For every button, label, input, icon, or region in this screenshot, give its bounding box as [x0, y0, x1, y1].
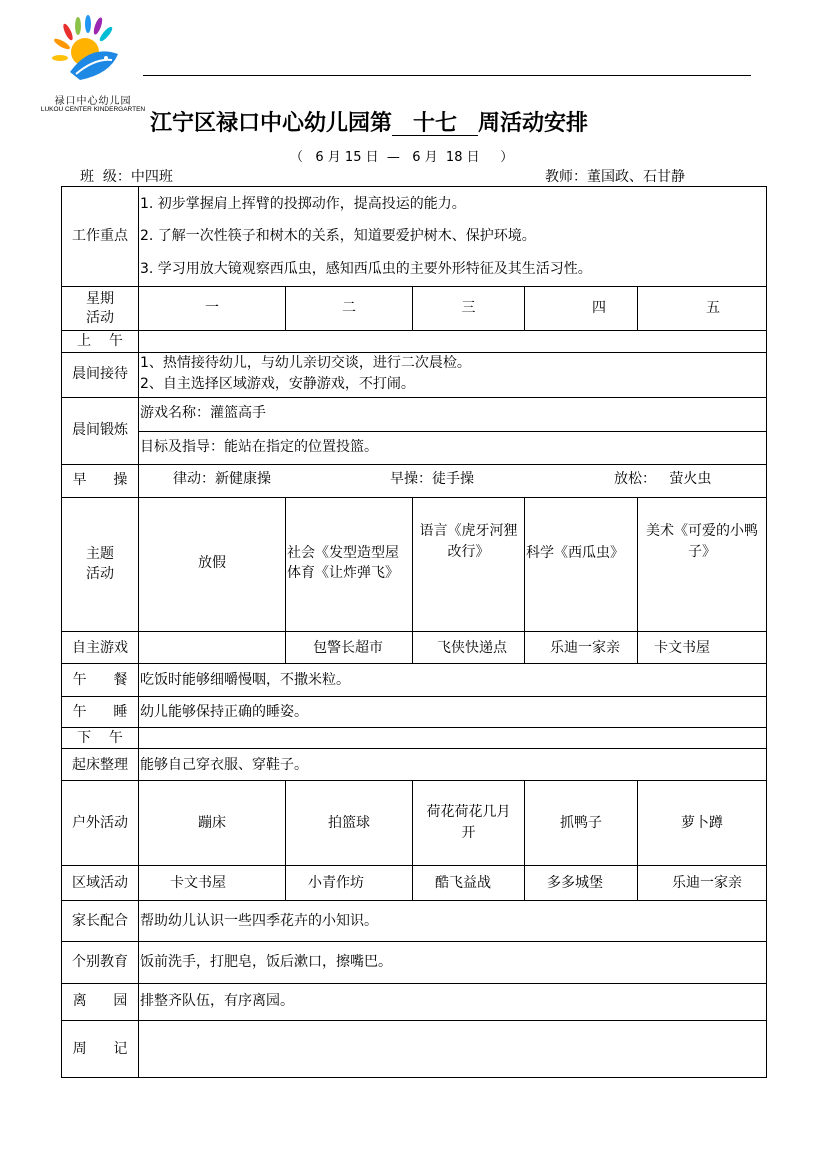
parent-text: 帮助幼儿认识一些四季花卉的小知识。: [140, 913, 378, 929]
outdoor-thu: 抓鸭子: [560, 815, 602, 831]
label-exercise: 晨间锻炼: [72, 422, 128, 438]
nap-text: 幼儿能够保持正确的睡姿。: [140, 704, 308, 720]
exercise-goal: 目标及指导：能站在指定的位置投篮。: [140, 439, 378, 455]
reception-line-2: 2、自主选择区域游戏，安静游戏，不打闹。: [140, 376, 415, 392]
theme-tue-1: 社会《发型造型屋: [287, 545, 399, 561]
label-outdoor: 户外活动: [72, 815, 128, 831]
area-tue: 小青作坊: [308, 875, 364, 891]
page-title: [150, 106, 680, 137]
label-getup: 起床整理: [72, 757, 128, 773]
focus-item-2: 2. 了解一次性筷子和树木的关系，知道要爱护树木、保护环境。: [140, 228, 536, 244]
kindergarten-logo: [40, 14, 146, 114]
focus-item-1: 1. 初步掌握肩上挥臂的投掷动作，提高投运的能力。: [140, 196, 466, 212]
label-notes: 周 记: [72, 1041, 128, 1057]
lunch-text: 吃饭时能够细嚼慢咽，不撒米粒。: [140, 672, 350, 688]
logo-chinese-name: 禄口中心幼儿园: [54, 96, 132, 107]
exercise-game: 游戏名称：灌篮高手: [140, 405, 266, 421]
getup-text: 能够自己穿衣服、穿鞋子。: [140, 757, 308, 773]
label-activity: 活动: [86, 310, 114, 326]
leave-text: 排整齐队伍，有序离园。: [140, 993, 294, 1009]
area-mon: 卡文书屋: [170, 875, 226, 891]
label-theme-activity: 活动: [86, 566, 114, 582]
outdoor-wed-2: 开: [461, 825, 476, 841]
free-fri: 卡文书屋: [654, 640, 710, 656]
label-morning-exercise: 早 操: [72, 472, 128, 488]
label-leave: 离 园: [72, 993, 128, 1009]
outdoor-mon: 蹦床: [198, 815, 226, 831]
label-individual: 个别教育: [72, 954, 128, 970]
label-area: 区域活动: [72, 875, 128, 891]
notes-area[interactable]: [139, 1021, 766, 1077]
theme-mon: 放假: [198, 555, 226, 571]
theme-wed-1: 语言《虎牙河狸: [419, 523, 518, 539]
theme-thu: 科学《西瓜虫》: [526, 545, 624, 561]
outdoor-fri: 萝卜蹲: [681, 815, 723, 831]
day-thu: 四: [592, 300, 606, 316]
reception-line-1: 1、热情接待幼儿，与幼儿亲切交谈，进行二次晨检。: [140, 355, 471, 371]
label-afternoon: 下 午: [77, 730, 123, 746]
label-focus: 工作重点: [72, 228, 128, 244]
rhythm-text: 律动：新健康操: [173, 471, 271, 487]
label-free-play: 自主游戏: [72, 640, 128, 656]
free-wed: 飞侠快递点: [437, 640, 507, 656]
logo-emblem-icon: [40, 14, 146, 94]
label-morning: 上 午: [77, 333, 123, 349]
area-fri: 乐迪一家亲: [672, 875, 742, 891]
focus-item-3: 3. 学习用放大镜观察西瓜虫，感知西瓜虫的主要外形特征及其生活习性。: [140, 261, 592, 277]
day-wed: 三: [461, 300, 476, 316]
area-thu: 多多城堡: [547, 875, 603, 891]
title-prefix: 江宁区禄口中心幼儿园第: [150, 110, 393, 136]
title-suffix: 周活动安排: [478, 110, 589, 136]
free-thu: 乐迪一家亲: [550, 640, 620, 656]
label-lunch: 午 餐: [72, 672, 128, 688]
label-nap: 午 睡: [72, 704, 128, 720]
free-tue: 包警长超市: [313, 640, 383, 656]
theme-fri-1: 美术《可爱的小鸭: [646, 523, 758, 539]
outdoor-wed-1: 荷花荷花几月: [426, 804, 511, 820]
label-parent: 家长配合: [72, 913, 128, 929]
day-mon: 一: [205, 300, 219, 316]
teacher-names: 教师：董国政、石甘静: [545, 169, 685, 185]
header-rule: [143, 75, 751, 76]
day-fri: 五: [706, 300, 720, 316]
label-reception: 晨间接待: [72, 366, 128, 382]
label-theme: 主题: [86, 546, 114, 562]
day-tue: 二: [342, 300, 356, 316]
class-name: 班 级：中四班: [80, 169, 173, 185]
logo-english-name: LUKOU CENTER KINDERGARTEN: [40, 106, 146, 113]
individual-text: 饭前洗手，打肥皂，饭后漱口，擦嘴巴。: [140, 954, 392, 970]
early-exercise-text: 早操：徒手操: [390, 471, 474, 487]
week-number: 十七: [392, 111, 478, 136]
relax-text: 放松： 萤火虫: [614, 471, 712, 487]
theme-tue-2: 体育《让炸弹飞》: [287, 565, 399, 581]
date-range: （ 6 月 15 日 — 6 月 18 日 ）: [290, 150, 514, 165]
theme-fri-2: 子》: [688, 544, 716, 560]
outdoor-tue: 拍篮球: [328, 815, 370, 831]
theme-wed-2: 改行》: [447, 544, 490, 560]
label-week: 星期: [86, 291, 114, 307]
area-wed: 酷飞益战: [435, 875, 491, 891]
